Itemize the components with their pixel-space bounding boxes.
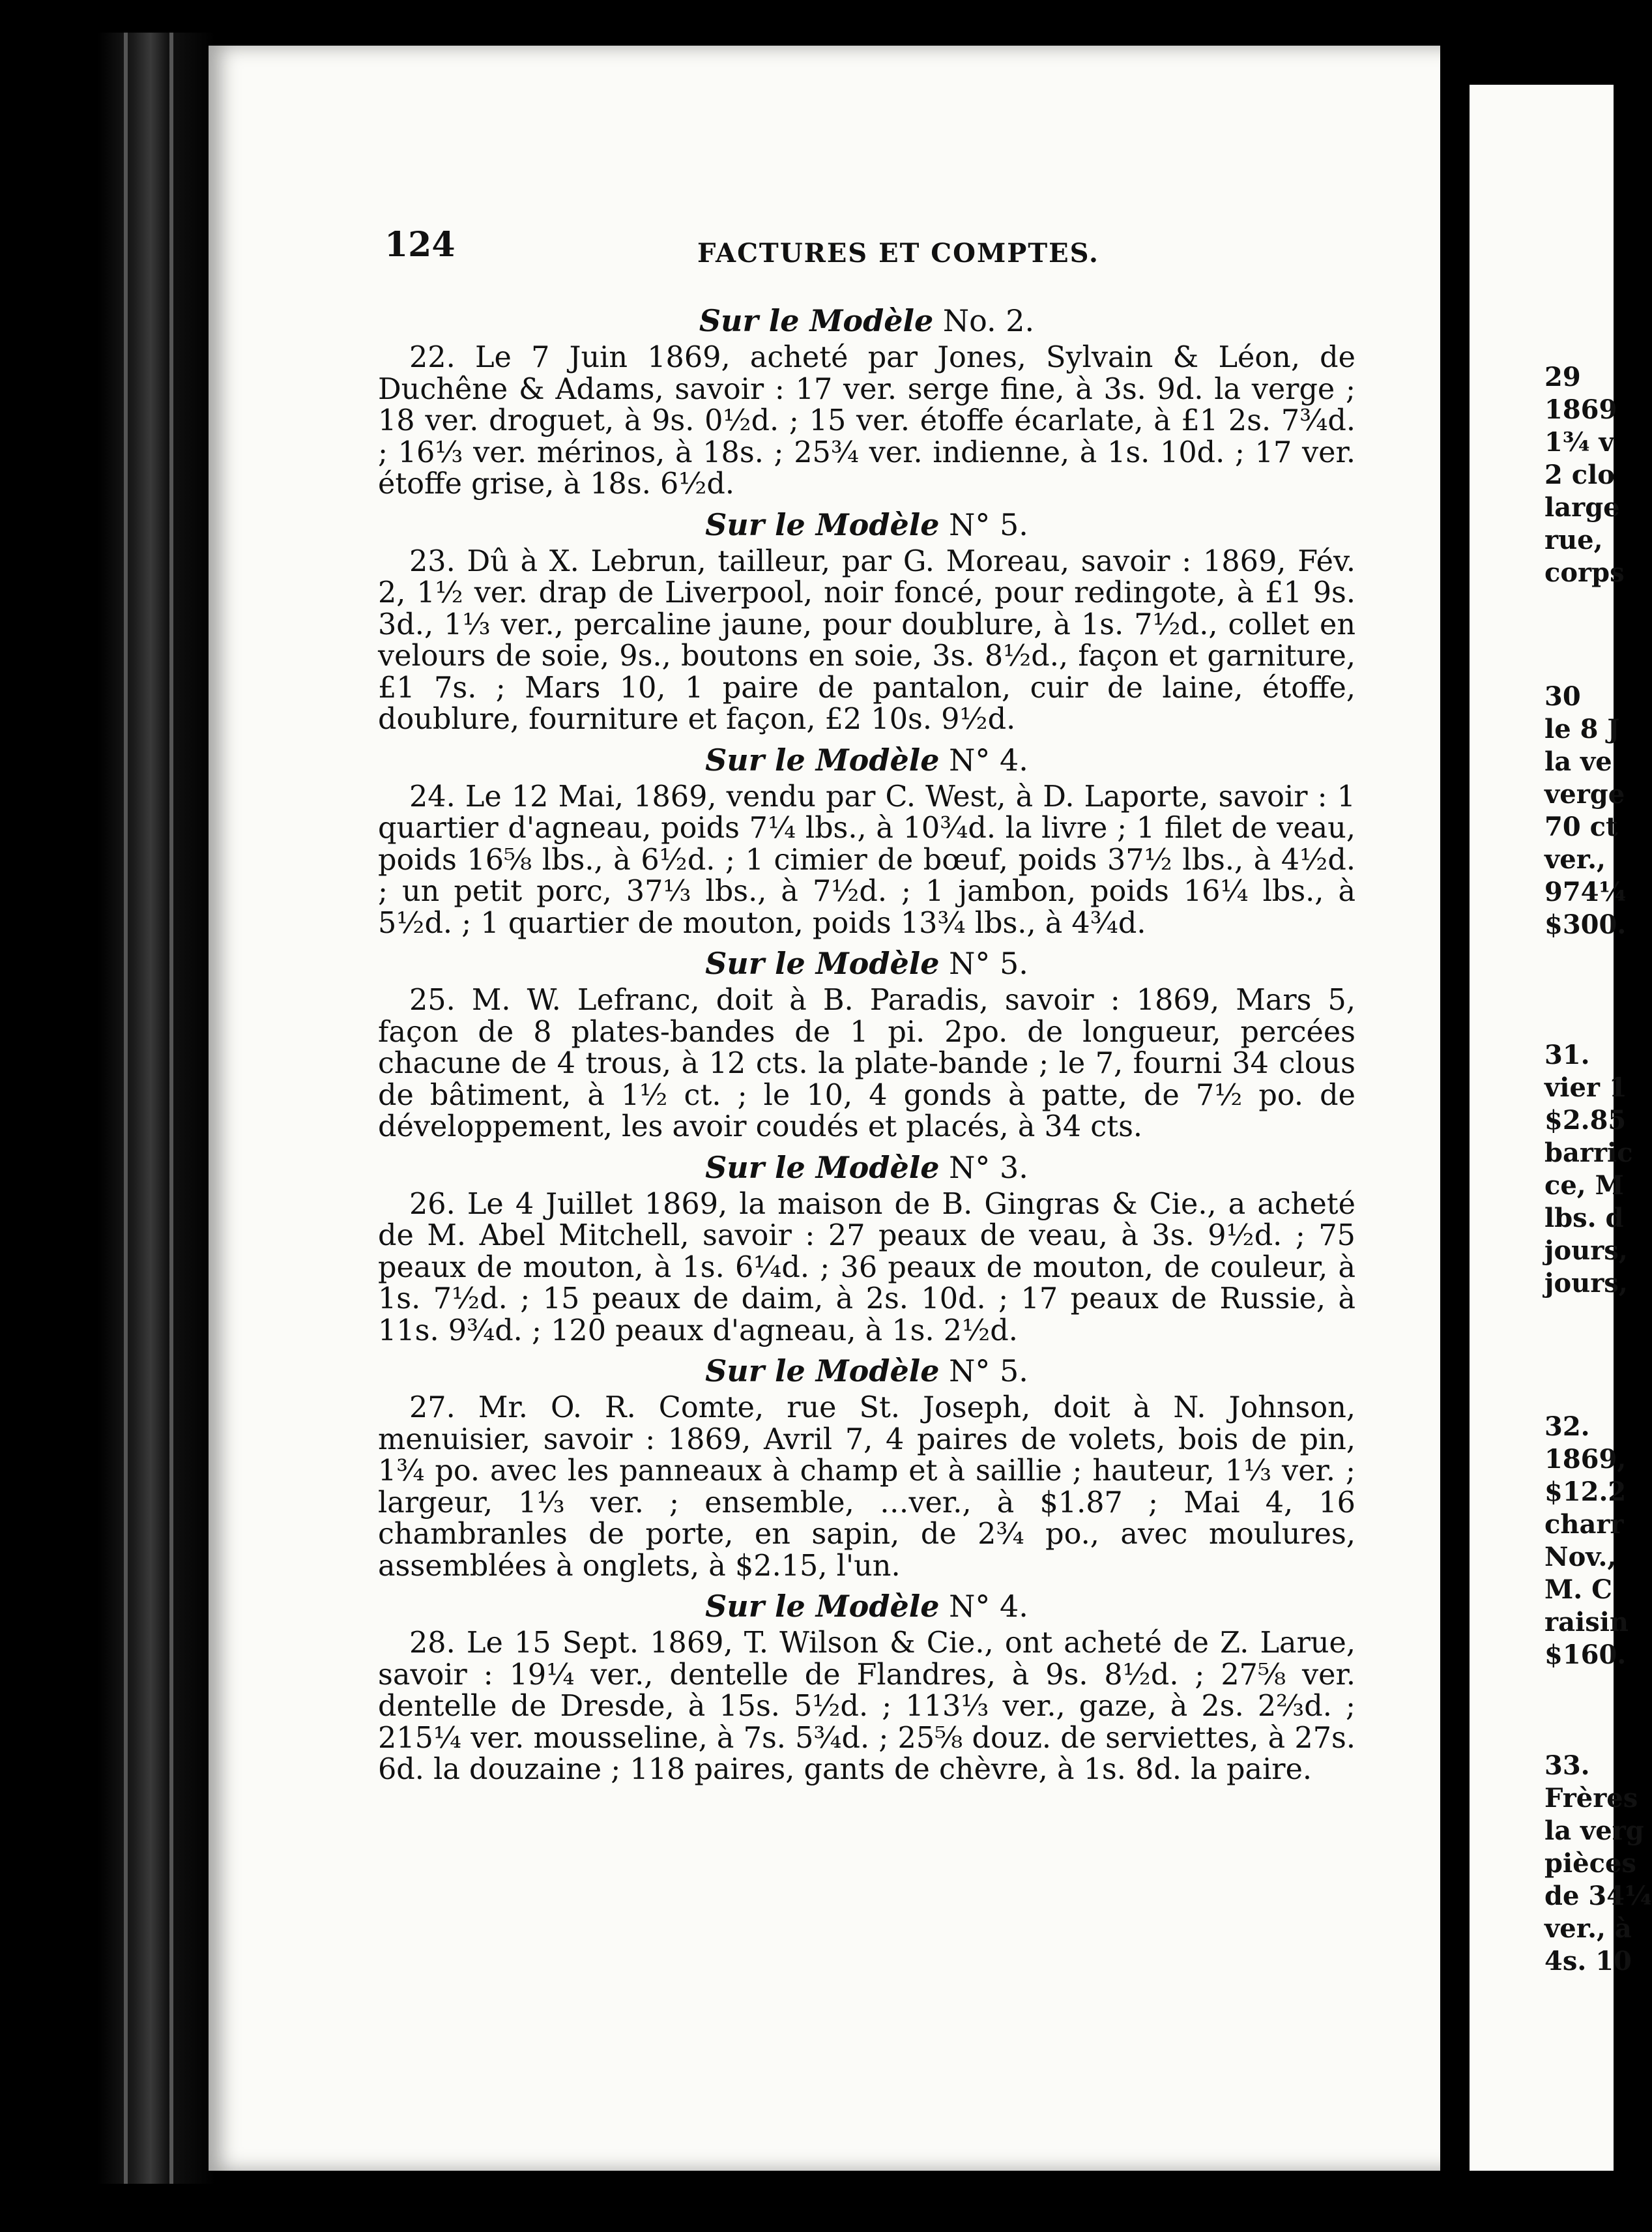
facing-page-text: 29: [1544, 362, 1581, 392]
running-title: FACTURES ET COMPTES.: [697, 238, 1099, 269]
model-heading: Sur le Modèle N° 5.: [705, 946, 1028, 981]
model-heading: Sur le Modèle No. 2.: [699, 303, 1035, 338]
facing-page-text: la verg: [1544, 1815, 1644, 1846]
facing-page-text: M. C: [1544, 1574, 1612, 1605]
facing-page-text: large: [1544, 492, 1620, 523]
facing-page-text: corps: [1544, 557, 1625, 588]
book-spine: [98, 33, 215, 2184]
facing-page-text: rue,: [1544, 525, 1603, 555]
facing-page-text: 1869,: [1544, 1444, 1627, 1475]
exercise-entry: 26. Le 4 Juillet 1869, la maison de B. Gingras & Cie., a acheté de M. Abel Mitchell, savoir : 27 peaux de veau, à 3s. 9½d. ; 75 peaux de mouton, à 1s. 6¼d. ; 36 peaux de mouton, de couleur, à 1s. 7½d. ; 15 peaux de daim, à 2s. 10d. ; 17 peaux de Russie, à 11s. 9¾d. ; 120 peaux d'agneau, à 1s. 2½d.: [378, 1187, 1355, 1347]
facing-page-text: 1869: [1544, 394, 1617, 425]
facing-page-text: $2.85: [1544, 1105, 1627, 1136]
facing-page-text: ce, M: [1544, 1170, 1624, 1201]
facing-page-text: 30: [1544, 681, 1581, 712]
facing-page-text: pièces: [1544, 1848, 1636, 1879]
spine-edge: [124, 33, 128, 2184]
facing-page-text: lbs. d: [1544, 1203, 1624, 1233]
facing-page-text: le 8 J: [1544, 714, 1620, 744]
facing-page-text: 974¼: [1544, 877, 1627, 907]
spine-edge: [169, 33, 173, 2184]
facing-page-text: $300.: [1544, 909, 1627, 940]
facing-page-text: vier 1: [1544, 1072, 1627, 1103]
facing-page-text: jours,: [1544, 1268, 1628, 1299]
facing-page-text: 33.: [1544, 1750, 1590, 1781]
exercise-entry: 27. Mr. O. R. Comte, rue St. Joseph, doit à N. Johnson, menuisier, savoir : 1869, Avril 7, 4 paires de volets, bois de pin, 1¾ po. avec les panneaux à champ et à saillie ; hauteur, 1⅓ ver. ; largeur, 1⅓ ver. ; ensemble, …ver., à $1.87 ; Mai 4, 16 chambranles de porte, en sapin, de 2¾ po., avec moulures, assemblées à onglets, à $2.15, l'un.: [378, 1391, 1355, 1583]
facing-page-text: 31.: [1544, 1040, 1590, 1070]
facing-page-text: barric: [1544, 1138, 1633, 1168]
model-heading: Sur le Modèle N° 5.: [705, 1353, 1028, 1388]
exercise-entry: 28. Le 15 Sept. 1869, T. Wilson & Cie., ont acheté de Z. Larue, savoir : 19¼ ver., dentelle de Flandres, à 9s. 8½d. ; 27⅝ ver. dentelle de Dresde, à 15s. 5½d. ; 113⅓ ver., gaze, à 2s. 2⅔d. ; 215¼ ver. mousseline, à 7s. 5¾d. ; 25⅝ douz. de serviettes, à 27s. 6d. la douzaine ; 118 paires, gants de chèvre, à 1s. 8d. la paire.: [378, 1626, 1355, 1786]
facing-page-text: 32.: [1544, 1411, 1590, 1442]
model-heading: Sur le Modèle N° 4.: [705, 1589, 1028, 1624]
facing-page-text: ver.,: [1544, 844, 1606, 875]
facing-page-text: Nov.,: [1544, 1542, 1617, 1572]
facing-page-text: de 34¼: [1544, 1881, 1652, 1911]
facing-page-text: $12.2: [1544, 1476, 1627, 1507]
facing-page-text: 2 clo: [1544, 460, 1615, 490]
model-heading: Sur le Modèle N° 5.: [705, 507, 1028, 542]
facing-page-text: raisin: [1544, 1607, 1629, 1637]
exercise-entry: 25. M. W. Lefranc, doit à B. Paradis, savoir : 1869, Mars 5, façon de 8 plates-bandes de 1 pi. 2po. de longueur, percées chacune de 4 trous, à 12 cts. la plate-bande ; le 7, fourni 34 clous de bâtiment, à 1½ ct. ; le 10, 4 gonds à patte, de 7½ po. de développement, les avoir coudés et placés, à 34 cts.: [378, 984, 1355, 1143]
facing-page-text: 1¾ v: [1544, 427, 1614, 458]
exercise-entry: 22. Le 7 Juin 1869, acheté par Jones, Sylvain & Léon, de Duchêne & Adams, savoir : 17 ver. serge fine, à 3s. 9d. la verge ; 18 ver. droguet, à 9s. 0½d. ; 15 ver. étoffe écarlate, à £1 2s. 7¾d. ; 16⅓ ver. mérinos, à 18s. ; 25¾ ver. indienne, à 1s. 10d. ; 17 ver. étoffe grise, à 18s. 6½d.: [378, 341, 1355, 501]
facing-page-text: ver., à: [1544, 1913, 1632, 1944]
facing-page-text: Frères: [1544, 1783, 1638, 1814]
facing-page-text: $160.: [1544, 1639, 1627, 1670]
facing-page-text: jours,: [1544, 1235, 1628, 1266]
page-body: [378, 297, 1355, 1790]
page-header: [384, 225, 1401, 277]
facing-page-text: verge: [1544, 779, 1625, 810]
exercise-entry: 23. Dû à X. Lebrun, tailleur, par G. Moreau, savoir : 1869, Fév. 2, 1½ ver. drap de Liverpool, noir foncé, pour redingote, à £1 9s. 3d., 1⅓ ver., percaline jaune, pour doublure, à 1s. 7½d., collet en velours de soie, 9s., boutons en soie, 3s. 8½d., façon et garniture, £1 7s. ; Mars 10, 1 paire de pantalon, cuir de laine, étoffe, doublure, fourniture et façon, £2 10s. 9½d.: [378, 544, 1355, 736]
facing-page-text: 70 ct: [1544, 812, 1618, 842]
model-heading: Sur le Modèle N° 3.: [705, 1149, 1028, 1185]
model-heading: Sur le Modèle N° 4.: [705, 742, 1028, 778]
facing-page-text: la ve: [1544, 746, 1612, 777]
exercise-entry: 24. Le 12 Mai, 1869, vendu par C. West, à D. Laporte, savoir : 1 quartier d'agneau, poids 7¼ lbs., à 10¾d. la livre ; 1 filet de veau, poids 16⅝ lbs., à 6½d. ; 1 cimier de bœuf, poids 37½ lbs., à 4½d. ; un petit porc, 37⅓ lbs., à 7½d. ; 1 jambon, poids 16¼ lbs., à 5½d. ; 1 quartier de mouton, poids 13¾ lbs., à 4¾d.: [378, 780, 1355, 940]
page-number: 124: [384, 225, 456, 265]
facing-page-text: 4s. 10: [1544, 1946, 1632, 1976]
facing-page-text: charr: [1544, 1509, 1624, 1540]
